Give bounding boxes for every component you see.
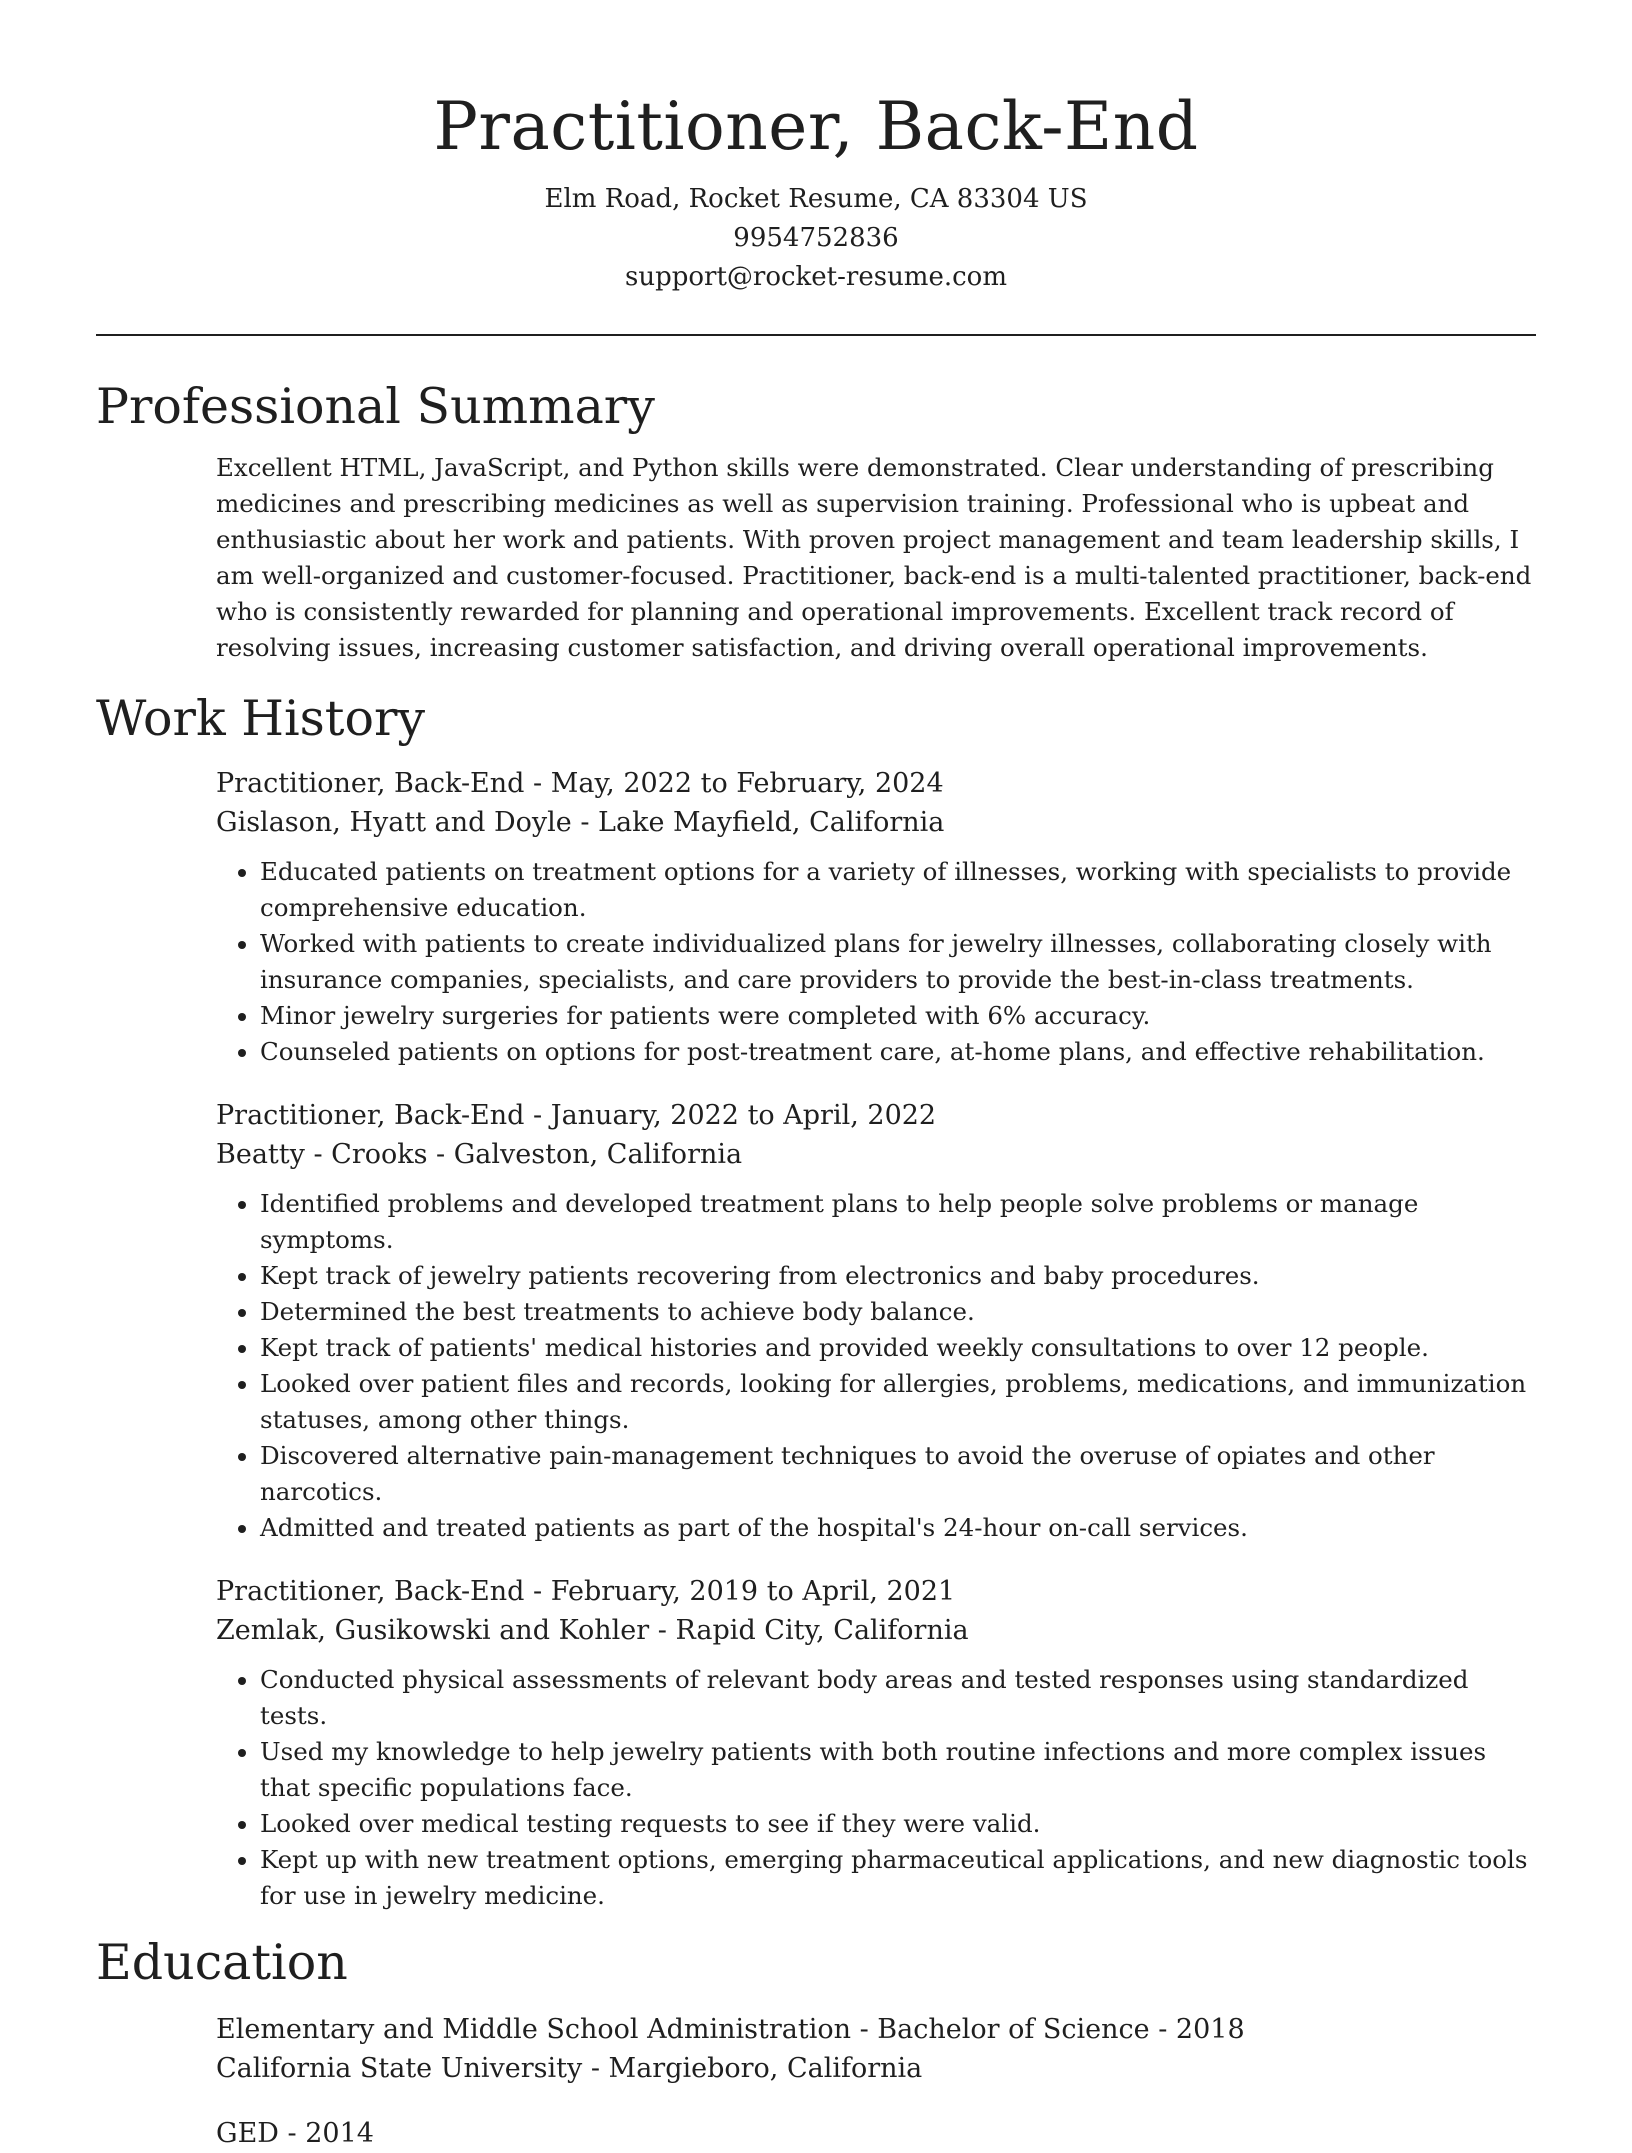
- job-company: Gislason, Hyatt and Doyle: [216, 807, 572, 838]
- job-title-line: [216, 1572, 1536, 1611]
- email-text: support@rocket-resume.com: [624, 262, 1007, 292]
- job-company-line: [216, 1135, 1536, 1174]
- education-degree-line: Elementary and Middle School Administration - Bachelor of Science - 2018: [216, 2014, 1245, 2045]
- education-entry: [216, 2010, 1536, 2088]
- job-entry: [216, 1572, 1536, 1914]
- address-text: Elm Road, Rocket Resume, CA 83304 US: [544, 184, 1088, 214]
- education-heading: Education: [96, 1934, 348, 1991]
- education-degree-line: GED - 2014: [216, 2118, 374, 2149]
- job-location: - Lake Mayfield, California: [571, 807, 945, 838]
- resume-name: Practitioner, Back-End: [433, 88, 1199, 165]
- list-item: • Kept track of patients' medical histories and provided weekly consultations to over 12 people.: [260, 1330, 1536, 1366]
- job-role: Practitioner, Back-End: [216, 1576, 525, 1607]
- list-item: • Admitted and treated patients as part of the hospital's 24-hour on-call services.: [260, 1510, 1536, 1546]
- job-bullets: [216, 854, 1536, 1070]
- job-title-line: [216, 1096, 1536, 1135]
- header-divider: [96, 334, 1536, 336]
- phone-text: 9954752836: [733, 223, 899, 253]
- education-school-line: California State University - Margieboro, California: [216, 2053, 923, 2084]
- list-item: • Worked with patients to create individualized plans for jewelry illnesses, collaborating closely with insurance companies, specialists, and care providers to provide the best-in-class treatments.: [260, 926, 1536, 998]
- job-dates: - February, 2019 to April, 2021: [524, 1576, 956, 1607]
- job-dates: - May, 2022 to February, 2024: [524, 768, 944, 799]
- contact-block: [96, 180, 1536, 297]
- summary-heading: Professional Summary: [96, 378, 655, 435]
- summary-text: Excellent HTML, JavaScript, and Python skills were demonstrated. Clear understanding of prescribing medicines and prescribing medicines as well as supervision training. Professional who is upbeat and enthusiastic about her work and patients. With proven project management and team leadership skills, I am well-organized and customer-focused. Practitioner, back-end is a multi-talented practitioner, back-end who is consistently rewarded for planning and operational improvements. Excellent track record of resolving issues, increasing customer satisfaction, and driving overall operational improvements.: [216, 453, 1532, 662]
- job-company-line: [216, 803, 1536, 842]
- job-dates: - January, 2022 to April, 2022: [524, 1100, 937, 1131]
- list-item: • Determined the best treatments to achieve body balance.: [260, 1294, 1536, 1330]
- list-item: • Looked over medical testing requests to see if they were valid.: [260, 1806, 1536, 1842]
- job-company: Zemlak, Gusikowski and Kohler: [216, 1615, 650, 1646]
- job-role: Practitioner, Back-End: [216, 768, 525, 799]
- job-location: - Rapid City, California: [649, 1615, 969, 1646]
- list-item: • Looked over patient files and records, looking for allergies, problems, medications, and immunization statuses, among other things.: [260, 1366, 1536, 1438]
- job-bullets: [216, 1186, 1536, 1546]
- list-item: • Counseled patients on options for post-treatment care, at-home plans, and effective rehabilitation.: [260, 1034, 1536, 1070]
- list-item: • Conducted physical assessments of relevant body areas and tested responses using standardized tests.: [260, 1662, 1536, 1734]
- job-bullets: [216, 1662, 1536, 1914]
- job-company-line: [216, 1611, 1536, 1650]
- education-entry: [216, 2114, 1536, 2153]
- job-role: Practitioner, Back-End: [216, 1100, 525, 1131]
- list-item: • Educated patients on treatment options for a variety of illnesses, working with specialists to provide comprehensive education.: [260, 854, 1536, 926]
- list-item: • Discovered alternative pain-management techniques to avoid the overuse of opiates and other narcotics.: [260, 1438, 1536, 1510]
- list-item: • Minor jewelry surgeries for patients were completed with 6% accuracy.: [260, 998, 1536, 1034]
- job-title-line: [216, 764, 1536, 803]
- work-history-heading: Work History: [96, 690, 426, 747]
- list-item: • Kept track of jewelry patients recovering from electronics and baby procedures.: [260, 1258, 1536, 1294]
- job-company: Beatty - Crooks: [216, 1139, 428, 1170]
- list-item: • Identified problems and developed treatment plans to help people solve problems or manage symptoms.: [260, 1186, 1536, 1258]
- job-entry: [216, 764, 1536, 1070]
- job-location: - Galveston, California: [427, 1139, 743, 1170]
- list-item: • Used my knowledge to help jewelry patients with both routine infections and more complex issues that specific populations face.: [260, 1734, 1536, 1806]
- job-entry: [216, 1096, 1536, 1546]
- list-item: • Kept up with new treatment options, emerging pharmaceutical applications, and new diagnostic tools for use in jewelry medicine.: [260, 1842, 1536, 1914]
